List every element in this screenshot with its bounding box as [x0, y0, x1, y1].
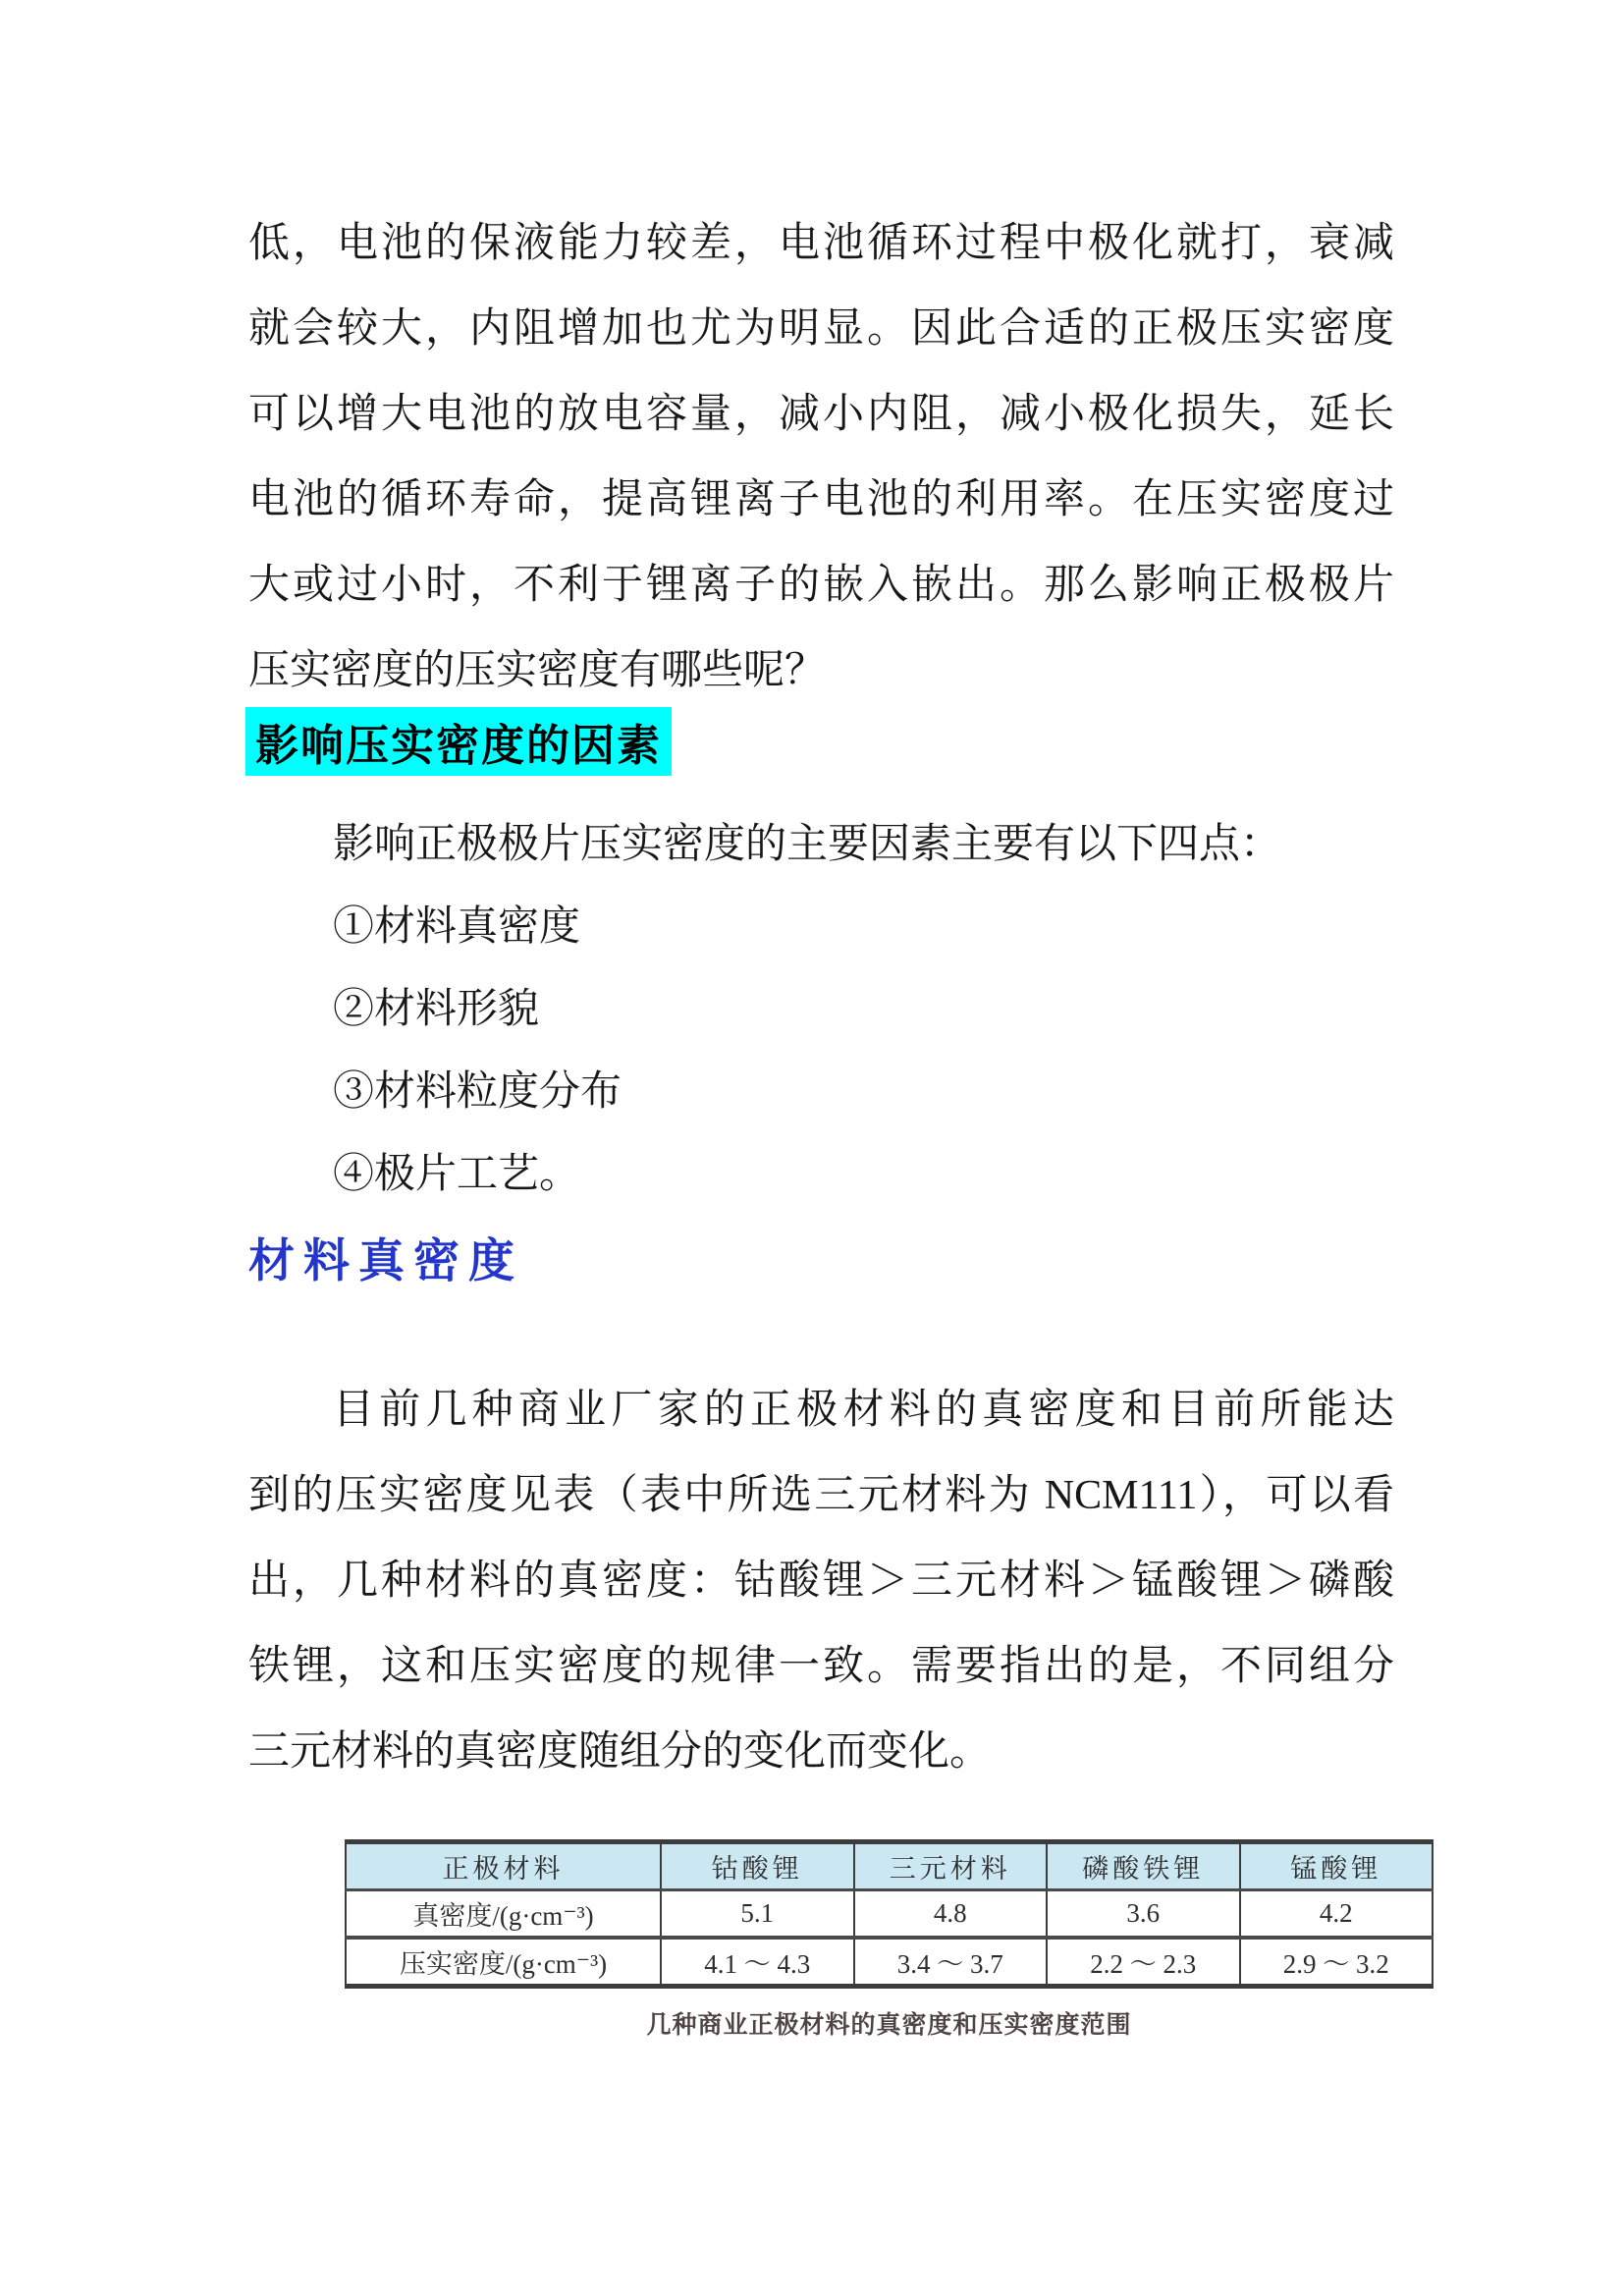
table-header-cell: 磷酸铁锂	[1047, 1842, 1240, 1890]
text-line: 就会较大，内阻增加也尤为明显。因此合适的正极压实密度	[248, 306, 1394, 352]
table-cell: 2.9 ～ 3.2	[1240, 1938, 1434, 1987]
list-item: ③材料粒度分布	[333, 1069, 622, 1115]
text-line: 电池的循环寿命，提高锂离子电池的利用率。在压实密度过	[248, 477, 1394, 522]
table-header-cell: 三元材料	[854, 1842, 1048, 1890]
text-line: 大或过小时，不利于锂离子的嵌入嵌出。那么影响正极极片	[248, 563, 1394, 608]
table-cell: 5.1	[661, 1890, 854, 1939]
paragraph-true-density	[248, 1368, 1394, 1795]
table-row	[346, 1938, 1433, 1987]
list-item: ①材料真密度	[333, 904, 581, 950]
table-header-cell: 正极材料	[346, 1842, 661, 1890]
paragraph-compaction-intro	[248, 201, 1394, 714]
text-line: 压实密度的压实密度有哪些呢？	[248, 648, 827, 693]
list-item: ④极片工艺。	[333, 1152, 581, 1197]
table-cell: 3.6	[1047, 1890, 1240, 1939]
text-line: 目前几种商业厂家的正极材料的真密度和目前所能达	[333, 1388, 1394, 1433]
table-header-row	[346, 1842, 1433, 1890]
section-heading-highlighted: 影响压实密度的因素	[245, 707, 672, 776]
text-line: 铁锂，这和压实密度的规律一致。需要指出的是，不同组分	[248, 1644, 1394, 1689]
table-header-cell: 锰酸锂	[1240, 1842, 1434, 1890]
row-label-cell: 真密度/(g·cm⁻³)	[346, 1890, 661, 1939]
text-line: 出，几种材料的真密度：钴酸锂＞三元材料＞锰酸锂＞磷酸	[248, 1558, 1394, 1604]
table-header-cell: 钴酸锂	[661, 1842, 854, 1890]
text-line: 可以增大电池的放电容量，减小内阻，减小极化损失，延长	[248, 392, 1394, 437]
factors-intro-line: 影响正极极片压实密度的主要因素主要有以下四点：	[333, 822, 1282, 867]
table-row	[346, 1890, 1433, 1939]
list-item: ②材料形貌	[333, 987, 540, 1032]
row-label-cell: 压实密度/(g·cm⁻³)	[346, 1938, 661, 1987]
factors-list	[248, 803, 1394, 1216]
table-cell: 4.2	[1240, 1890, 1434, 1939]
table-caption: 几种商业正极材料的真密度和压实密度范围	[646, 2011, 1132, 2039]
subsection-heading: 材料真密度	[248, 1236, 523, 1287]
table-cell: 4.1 ～ 4.3	[661, 1938, 854, 1987]
text-line: 三元材料的真密度随组分的变化而变化。	[248, 1729, 992, 1775]
text-line: 低，电池的保液能力较差，电池循环过程中极化就打，衰减	[248, 221, 1394, 266]
table-cell: 2.2 ～ 2.3	[1047, 1938, 1240, 1987]
table-cell: 4.8	[854, 1890, 1048, 1939]
density-table	[345, 1839, 1434, 1989]
text-line: 到的压实密度见表（表中所选三元材料为 NCM111），可以看	[248, 1473, 1394, 1518]
table-cell: 3.4 ～ 3.7	[854, 1938, 1048, 1987]
